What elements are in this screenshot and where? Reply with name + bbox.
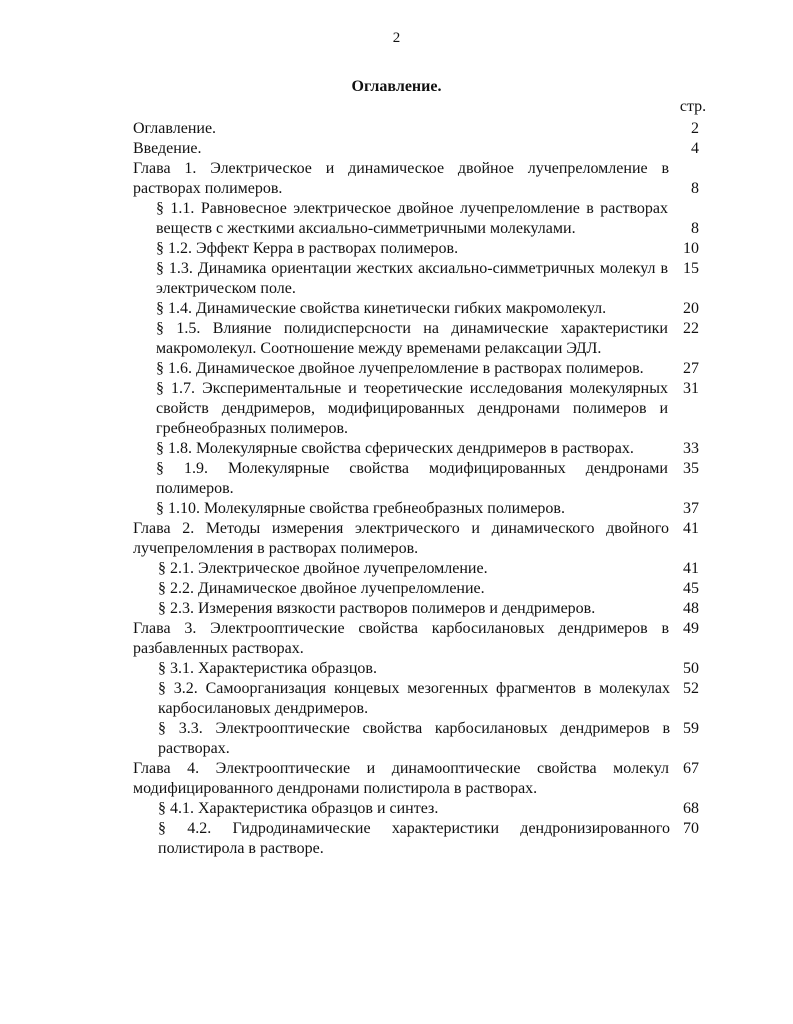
toc-entry-text: § 2.1. Электрическое двойное лучепреломление. bbox=[158, 560, 488, 577]
page-number: 2 bbox=[392, 30, 401, 46]
table-of-contents bbox=[0, 119, 793, 859]
toc-entry-section-1-1 bbox=[0, 199, 793, 239]
toc-entry-chapter-1 bbox=[0, 159, 793, 199]
toc-entry-page: 35 bbox=[683, 460, 699, 477]
toc-entry-text: Глава 4. Электрооптические и динамооптические свойства молекул модифицированного дендронами полистирола в растворах. bbox=[133, 760, 669, 797]
toc-entry-text: § 4.2. Гидродинамические характеристики дендронизированного полистирола в растворе. bbox=[158, 820, 670, 857]
toc-entry-section-1-7 bbox=[0, 379, 793, 439]
toc-entry-text: § 1.6. Динамическое двойное лучепреломление в растворах полимеров. bbox=[156, 360, 644, 377]
toc-entry-chapter-3 bbox=[0, 619, 793, 659]
toc-entry-section-2-2 bbox=[0, 579, 793, 599]
toc-entry-page: 20 bbox=[683, 300, 699, 317]
toc-entry-page: 2 bbox=[691, 120, 699, 137]
toc-entry-section-1-10 bbox=[0, 499, 793, 519]
toc-entry-text: Глава 2. Методы измерения электрического и динамического двойного лучепреломления в растворах полимеров. bbox=[133, 520, 669, 557]
toc-entry-page: 8 bbox=[691, 220, 699, 237]
page-column-header: стр. bbox=[679, 98, 707, 115]
toc-entry-page: 10 bbox=[683, 240, 699, 257]
toc-entry-section-3-2 bbox=[0, 679, 793, 719]
toc-entry-page: 31 bbox=[683, 380, 699, 397]
toc-entry-text: § 1.7. Экспериментальные и теоретические исследования молекулярных свойств дендримеров, модифицированных дендронами полимеров и гребнеобразных полимеров. bbox=[156, 380, 668, 437]
toc-entry-section-1-6 bbox=[0, 359, 793, 379]
toc-entry-text: § 4.1. Характеристика образцов и синтез. bbox=[158, 800, 439, 817]
toc-entry-section-1-4 bbox=[0, 299, 793, 319]
toc-entry-text: § 3.1. Характеристика образцов. bbox=[158, 660, 377, 677]
toc-entry-page: 41 bbox=[683, 560, 699, 577]
toc-entry-text: § 2.3. Измерения вязкости растворов полимеров и дендримеров. bbox=[158, 600, 596, 617]
toc-entry-section-3-3 bbox=[0, 719, 793, 759]
toc-entry-section-1-8 bbox=[0, 439, 793, 459]
toc-entry-text: Оглавление. bbox=[133, 120, 217, 137]
toc-entry-section-2-3 bbox=[0, 599, 793, 619]
toc-entry-chapter-2 bbox=[0, 519, 793, 559]
toc-entry-text: § 3.3. Электрооптические свойства карбосилановых дендримеров в растворах. bbox=[158, 720, 670, 757]
toc-entry-text: § 1.4. Динамические свойства кинетически гибких макромолекул. bbox=[156, 300, 607, 317]
toc-entry-text: Введение. bbox=[133, 140, 202, 157]
toc-entry-text: § 1.10. Молекулярные свойства гребнеобразных полимеров. bbox=[156, 500, 565, 517]
toc-entry-page: 59 bbox=[683, 720, 699, 737]
toc-entry-section-2-1 bbox=[0, 559, 793, 579]
toc-entry-page: 4 bbox=[691, 140, 699, 157]
toc-entry-section-1-3 bbox=[0, 259, 793, 299]
toc-entry-page: 33 bbox=[683, 440, 699, 457]
toc-entry-chapter-4 bbox=[0, 759, 793, 799]
toc-entry-section-4-1 bbox=[0, 799, 793, 819]
toc-entry-page: 70 bbox=[683, 820, 699, 837]
toc-entry-text: § 2.2. Динамическое двойное лучепреломление. bbox=[158, 580, 485, 597]
toc-entry-page: 68 bbox=[683, 800, 699, 817]
toc-entry-page: 41 bbox=[683, 520, 699, 537]
toc-entry-page: 45 bbox=[683, 580, 699, 597]
toc-entry-page: 67 bbox=[683, 760, 699, 777]
toc-entry-text: § 1.3. Динамика ориентации жестких аксиально-симметричных молекул в электрическом поле. bbox=[156, 260, 668, 297]
toc-entry-page: 15 bbox=[683, 260, 699, 277]
toc-entry-page: 52 bbox=[683, 680, 699, 697]
toc-entry-section-4-2 bbox=[0, 819, 793, 859]
toc-entry-text: Глава 3. Электрооптические свойства карбосилановых дендримеров в разбавленных растворах. bbox=[133, 620, 669, 657]
toc-entry-text: § 1.1. Равновесное электрическое двойное лучепреломление в растворах веществ с жесткими аксиально-симметричными молекулами. bbox=[156, 200, 668, 237]
toc-entry-page: 8 bbox=[691, 180, 699, 197]
toc-entry-contents bbox=[0, 119, 793, 139]
toc-entry-section-1-2 bbox=[0, 239, 793, 259]
toc-entry-page: 22 bbox=[683, 320, 699, 337]
toc-entry-section-3-1 bbox=[0, 659, 793, 679]
toc-entry-page: 27 bbox=[683, 360, 699, 377]
toc-entry-section-1-5 bbox=[0, 319, 793, 359]
toc-entry-introduction bbox=[0, 139, 793, 159]
toc-entry-text: § 1.9. Молекулярные свойства модифицированных дендронами полимеров. bbox=[156, 460, 668, 497]
toc-title: Оглавление. bbox=[351, 78, 442, 95]
toc-entry-text: § 1.2. Эффект Керра в растворах полимеров. bbox=[156, 240, 459, 257]
toc-entry-text: § 1.8. Молекулярные свойства сферических дендримеров в растворах. bbox=[156, 440, 634, 457]
toc-entry-text: Глава 1. Электрическое и динамическое двойное лучепреломление в растворах полимеров. bbox=[133, 160, 669, 197]
toc-entry-section-1-9 bbox=[0, 459, 793, 499]
toc-entry-page: 37 bbox=[683, 500, 699, 517]
toc-entry-page: 48 bbox=[683, 600, 699, 617]
toc-entry-text: § 1.5. Влияние полидисперсности на динамические характеристики макромолекул. Соотношение между временами релаксации ЭДЛ. bbox=[156, 320, 668, 357]
toc-entry-page: 50 bbox=[683, 660, 699, 677]
toc-entry-page: 49 bbox=[683, 620, 699, 637]
toc-entry-text: § 3.2. Самоорганизация концевых мезогенных фрагментов в молекулах карбосилановых дендримеров. bbox=[158, 680, 670, 717]
